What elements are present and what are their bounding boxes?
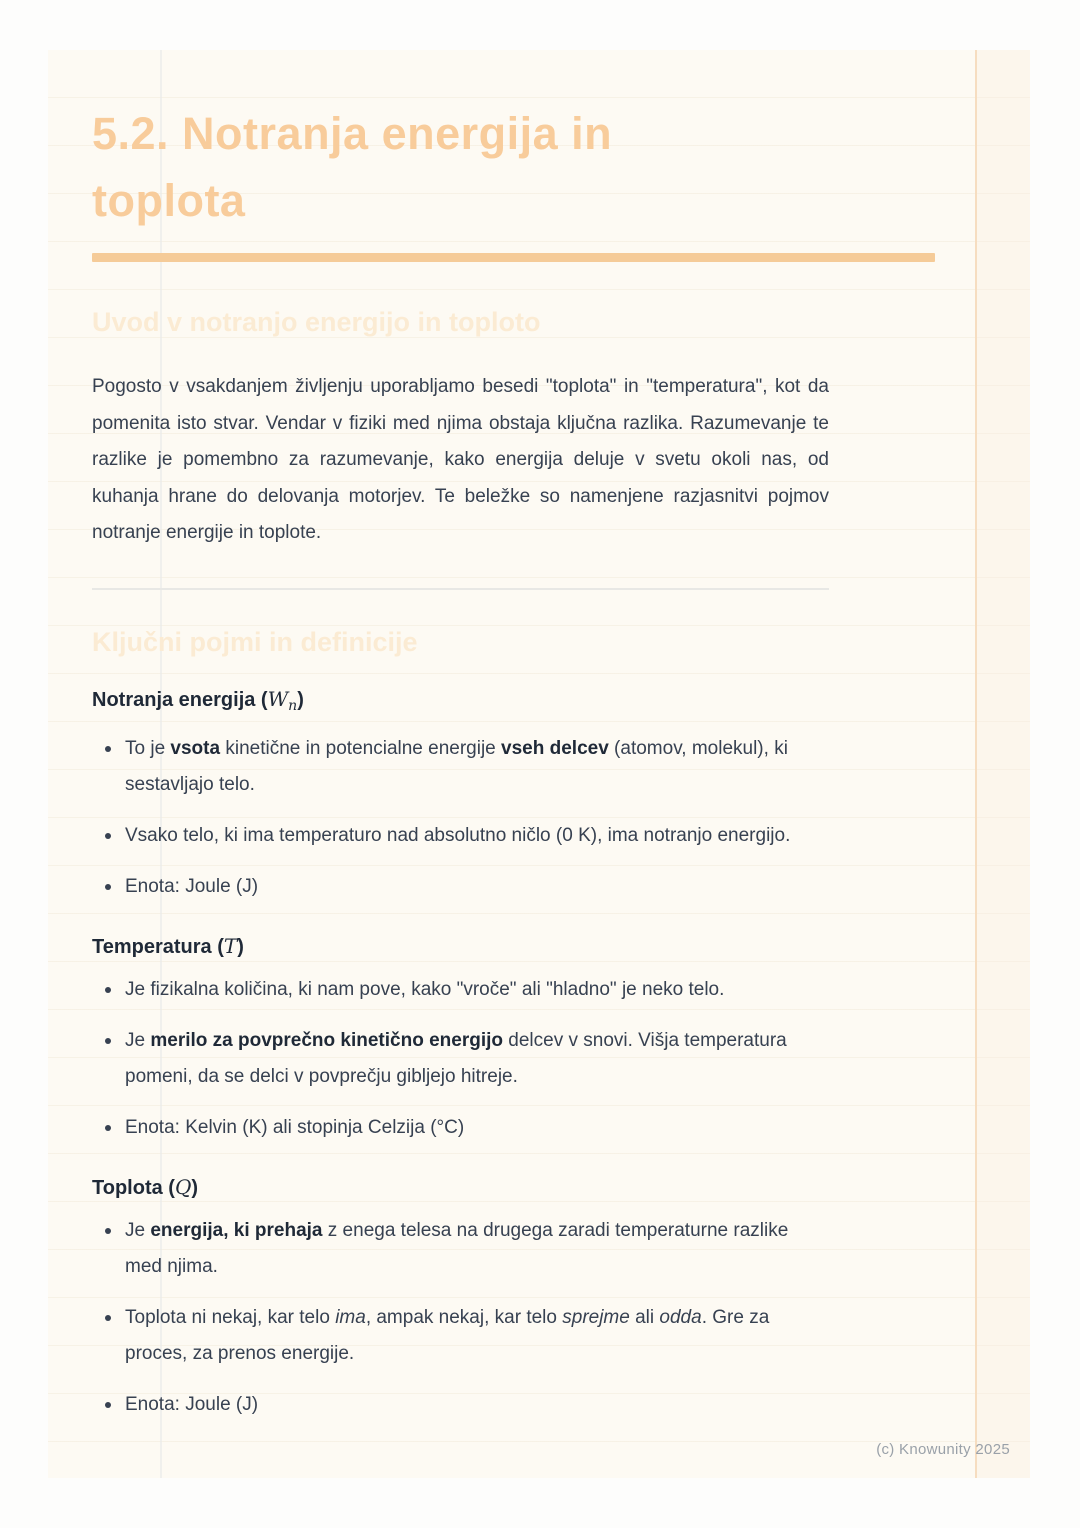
text-segment: ali	[629, 1306, 660, 1328]
text-segment: Enota: Kelvin (K) ali stopinja Celzija (°C)	[125, 1116, 465, 1138]
page-title-line1: 5.2. Notranja energija in	[92, 108, 613, 159]
text-segment: (atomov, molekul), ki sestavljajo telo.	[125, 737, 788, 795]
text-segment: energija, ki prehaja	[150, 1219, 323, 1241]
text-segment: )	[191, 1176, 199, 1199]
text-segment: Toplota (	[92, 1176, 175, 1199]
text-segment: Toplota ni nekaj, kar telo	[125, 1306, 336, 1328]
copyright-footer: (c) Knowunity 2025	[876, 1441, 1010, 1458]
text-segment: delcev v snovi. Višja temperatura pomeni, da se delci v povprečju gibljejo hitreje.	[125, 1029, 787, 1087]
text-segment: sprejme	[562, 1306, 630, 1328]
text-segment: , ampak nekaj, kar telo	[365, 1306, 563, 1328]
text-segment: Enota: Joule (J)	[125, 875, 259, 897]
text-segment: Temperatura (	[92, 935, 224, 958]
bullet-item	[92, 1023, 805, 1095]
text-segment: Notranja energija (	[92, 688, 268, 711]
text-segment: Enota: Joule (J)	[125, 1393, 259, 1415]
text-segment: Je fizikalna količina, ki nam pove, kako "vroče" ali "hladno" je neko telo.	[125, 978, 725, 1000]
text-segment: vsota	[170, 737, 221, 759]
text-segment: kinetične in potencialne energije	[220, 737, 502, 759]
key-terms-subsections	[92, 686, 984, 1423]
title-underline-bar	[92, 253, 935, 262]
bullet-item	[92, 731, 805, 803]
text-segment: odda	[659, 1306, 702, 1328]
text-segment: vseh delcev	[501, 737, 609, 759]
term-bullet-list-toplota	[92, 1213, 829, 1423]
term-bullet-list-temperatura	[92, 972, 829, 1146]
text-segment: )	[237, 935, 244, 958]
text-segment: Je	[125, 1029, 151, 1051]
text-segment: Q	[174, 1174, 192, 1199]
text-segment: To je	[125, 737, 171, 759]
bullet-item	[92, 972, 805, 1008]
text-segment: T	[223, 933, 238, 958]
bullet-item	[92, 818, 805, 854]
text-segment: Vsako telo, ki ima temperaturo nad absolutno ničlo (0 K), ima notranjo energijo.	[125, 824, 791, 846]
text-segment: n	[288, 697, 298, 714]
text-segment: )	[297, 688, 304, 711]
text-segment: W	[267, 686, 289, 711]
bullet-item	[92, 1387, 805, 1423]
document-page	[48, 50, 1030, 1478]
document-content	[92, 50, 984, 1438]
bullet-item	[92, 869, 805, 905]
term-heading-temperatura	[92, 933, 829, 960]
section-heading-kljucni: Ključni pojmi in definicije	[92, 626, 418, 657]
section-divider	[92, 588, 829, 590]
bullet-item	[92, 1213, 805, 1285]
text-segment: z enega telesa na drugega zaradi temperaturne razlike med njima.	[125, 1219, 789, 1277]
page-title-line2: toplota	[92, 175, 246, 226]
term-heading-toplota	[92, 1174, 829, 1201]
text-segment: ima	[335, 1306, 366, 1328]
page-title	[92, 100, 935, 234]
section-heading-uvod: Uvod v notranjo energijo in toploto	[92, 307, 541, 337]
text-segment: . Gre za proces, za prenos energije.	[125, 1306, 770, 1364]
intro-paragraph: Pogosto v vsakdanjem življenju uporabljamo besedi "toplota" in "temperatura", kot da pomenita isto stvar. Vendar v fiziki med njima obstaja ključna razlika. Razumevanje te razlike je pomembno za razumevanje, kako energija deluje v svetu okoli nas, od kuhanja hrane do delovanja motorjev. Te beležke so namenjene razjasnitvi pojmov notranje energije in toplote.	[92, 376, 829, 543]
notebook-margin-strip-right	[977, 50, 1030, 1478]
bullet-item	[92, 1110, 805, 1146]
term-heading-notranja-energija	[92, 686, 829, 719]
bullet-item	[92, 1300, 805, 1372]
text-segment: merilo za povprečno kinetično energijo	[150, 1029, 503, 1051]
text-segment: Je	[125, 1219, 151, 1241]
term-bullet-list-notranja-energija	[92, 731, 829, 905]
